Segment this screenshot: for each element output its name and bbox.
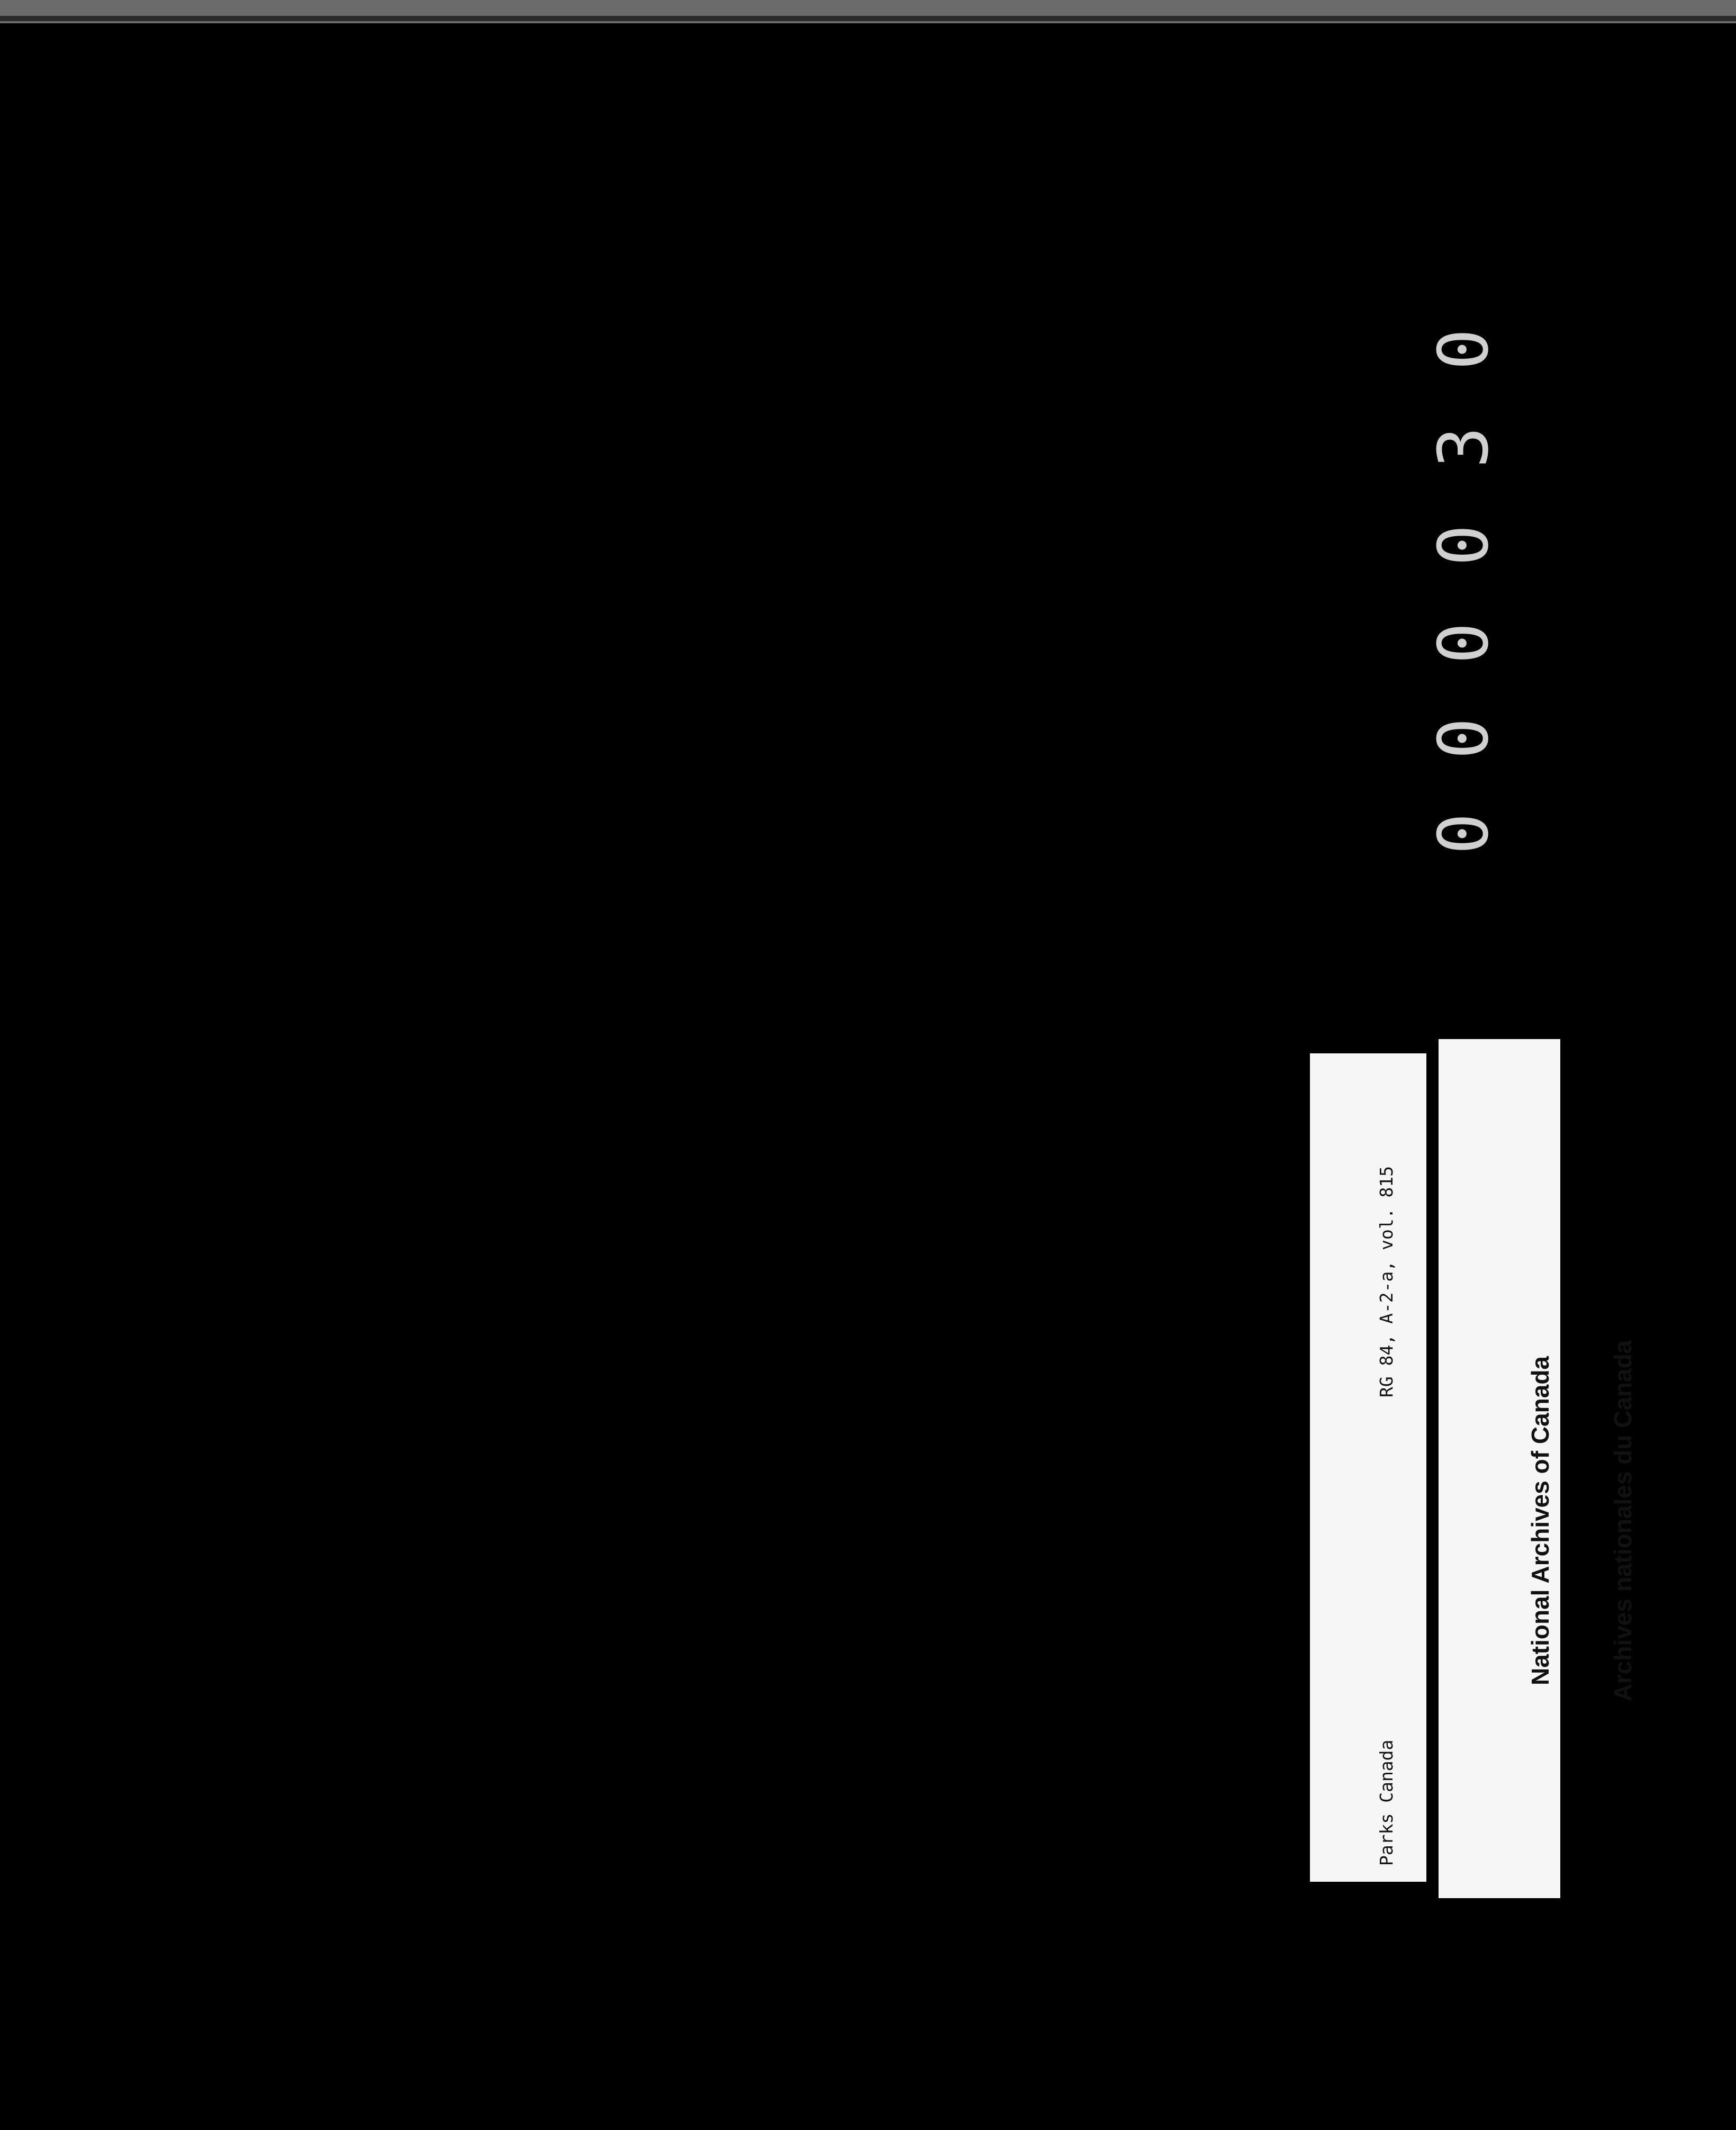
archive-ref-line-1: RG 84, A-2-a, vol. 815 xyxy=(1376,1166,1397,1397)
frame-digit: 0 xyxy=(1423,813,1504,855)
national-archives-label xyxy=(1439,1039,1636,1898)
film-edge xyxy=(0,0,1736,23)
agency-en: Parks Canada xyxy=(1376,1739,1397,1866)
frame-digit: 0 xyxy=(1423,622,1504,664)
frame-number xyxy=(1423,302,1504,863)
archive-reference-label xyxy=(1310,1053,1426,1882)
frame-digit: 3 xyxy=(1423,426,1504,468)
archives-name-fr: Archives nationales du Canada xyxy=(1609,1340,1636,1702)
archives-name-en: National Archives of Canada xyxy=(1526,1356,1554,1686)
frame-digit: 0 xyxy=(1423,328,1504,371)
frame-digit: 0 xyxy=(1423,524,1504,566)
frame-digit: 0 xyxy=(1423,717,1504,760)
